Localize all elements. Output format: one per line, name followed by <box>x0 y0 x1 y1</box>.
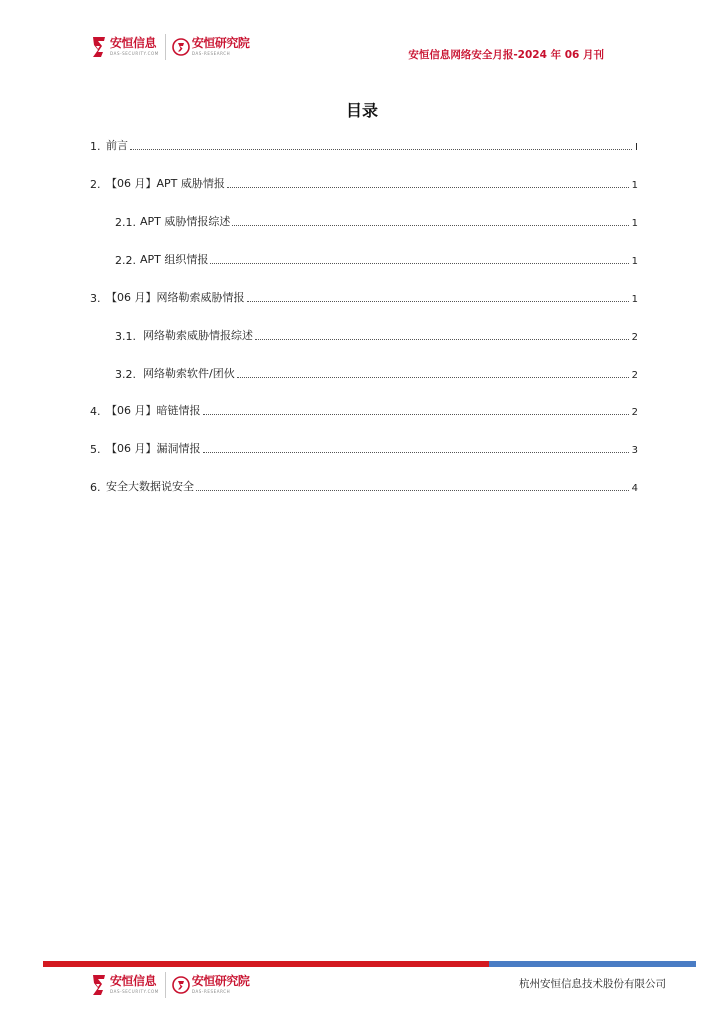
toc-entry-label: 网络勒索威胁情报综述 <box>143 329 253 342</box>
footer-bar-blue <box>489 961 696 967</box>
anheng-logo-text: 安恒信息 <box>110 974 157 988</box>
toc-leader-dots <box>237 377 629 378</box>
anheng-logo-text: 安恒信息 <box>110 36 157 50</box>
toc-entry-3[interactable] <box>90 289 638 305</box>
toc-entry-page: 1 <box>631 294 638 305</box>
toc-entry-2-2[interactable] <box>115 251 638 267</box>
toc-entry-number: 4. <box>90 405 101 418</box>
toc-entry-number: 2. <box>90 178 101 191</box>
toc-entry-number: 5. <box>90 443 101 456</box>
company-name: 杭州安恒信息技术股份有限公司 <box>519 978 666 990</box>
logo-divider <box>165 972 166 998</box>
toc-entry-page: 2 <box>631 332 638 343</box>
toc-leader-dots <box>227 187 629 188</box>
research-seal-icon <box>172 38 190 56</box>
research-logo-en: DAS-RESEARCH <box>191 989 231 994</box>
toc-entry-label: 前言 <box>106 139 128 152</box>
footer-research-logo <box>172 975 250 995</box>
toc-entry-number: 6. <box>90 481 101 494</box>
toc-entry-2-1[interactable] <box>115 213 638 229</box>
toc-leader-dots <box>196 490 629 491</box>
anheng-shield-icon <box>90 35 108 59</box>
toc-entry-number: 3. <box>90 292 101 305</box>
toc-entry-page: 3 <box>631 445 638 456</box>
research-logo <box>172 37 250 57</box>
toc-entry-label: 网络勒索软件/团伙 <box>143 367 235 380</box>
footer-logos <box>90 972 249 998</box>
toc-leader-dots <box>255 339 629 340</box>
toc-entry-label: APT 威胁情报综述 <box>140 215 231 228</box>
toc-entry-page: 2 <box>631 407 638 418</box>
toc-entry-label: 【06 月】漏洞情报 <box>106 442 201 455</box>
toc-entry-page: 1 <box>631 256 638 267</box>
toc-entry-label: 【06 月】APT 威胁情报 <box>106 177 225 190</box>
toc-leader-dots <box>210 263 628 264</box>
toc-leader-dots <box>232 225 628 226</box>
page-header <box>0 0 724 80</box>
toc-entry-page: I <box>635 142 638 153</box>
toc-entry-3-2[interactable] <box>115 365 638 381</box>
toc-title: 目录 <box>345 101 378 120</box>
footer-color-bar <box>43 961 696 967</box>
header-logos <box>90 34 249 60</box>
toc-leader-dots <box>247 301 629 302</box>
toc-entry-label: 安全大数据说安全 <box>106 480 194 493</box>
toc-entry-2[interactable] <box>90 175 638 191</box>
footer-bar-red <box>43 961 489 967</box>
toc-entry-5[interactable] <box>90 440 638 456</box>
anheng-shield-icon <box>90 973 108 997</box>
anheng-logo-en: DAS-SECURITY.COM <box>110 51 159 56</box>
toc-leader-dots <box>203 452 629 453</box>
toc-entry-4[interactable] <box>90 402 638 418</box>
toc-entry-number: 2.2. <box>115 254 136 267</box>
report-title: 安恒信息网络安全月报-2024 年 06 月刊 <box>408 49 604 61</box>
toc-leader-dots <box>130 149 632 150</box>
toc-entry-label: 【06 月】暗链情报 <box>106 404 201 417</box>
toc-entry-number: 1. <box>90 140 101 153</box>
toc-entry-number: 3.1. <box>115 330 136 343</box>
anheng-logo <box>90 35 159 59</box>
anheng-logo-en: DAS-SECURITY.COM <box>110 989 159 994</box>
research-logo-en: DAS-RESEARCH <box>191 51 231 56</box>
toc-entry-label: APT 组织情报 <box>140 253 209 266</box>
toc-entry-number: 3.2. <box>115 368 136 381</box>
logo-divider <box>165 34 166 60</box>
research-seal-icon <box>172 976 190 994</box>
toc-entry-3-1[interactable] <box>115 327 638 343</box>
toc-entry-label: 【06 月】网络勒索威胁情报 <box>106 291 245 304</box>
toc-entry-6[interactable] <box>90 478 638 494</box>
toc-leader-dots <box>203 414 629 415</box>
toc-entry-page: 2 <box>631 370 638 381</box>
toc-entry-1[interactable] <box>90 137 638 153</box>
toc-entry-page: 1 <box>631 180 638 191</box>
toc-entry-number: 2.1. <box>115 216 136 229</box>
footer-anheng-logo <box>90 973 159 997</box>
research-logo-text: 安恒研究院 <box>191 974 250 988</box>
toc-entry-page: 4 <box>631 483 638 494</box>
toc-entry-page: 1 <box>631 218 638 229</box>
research-logo-text: 安恒研究院 <box>191 36 250 50</box>
